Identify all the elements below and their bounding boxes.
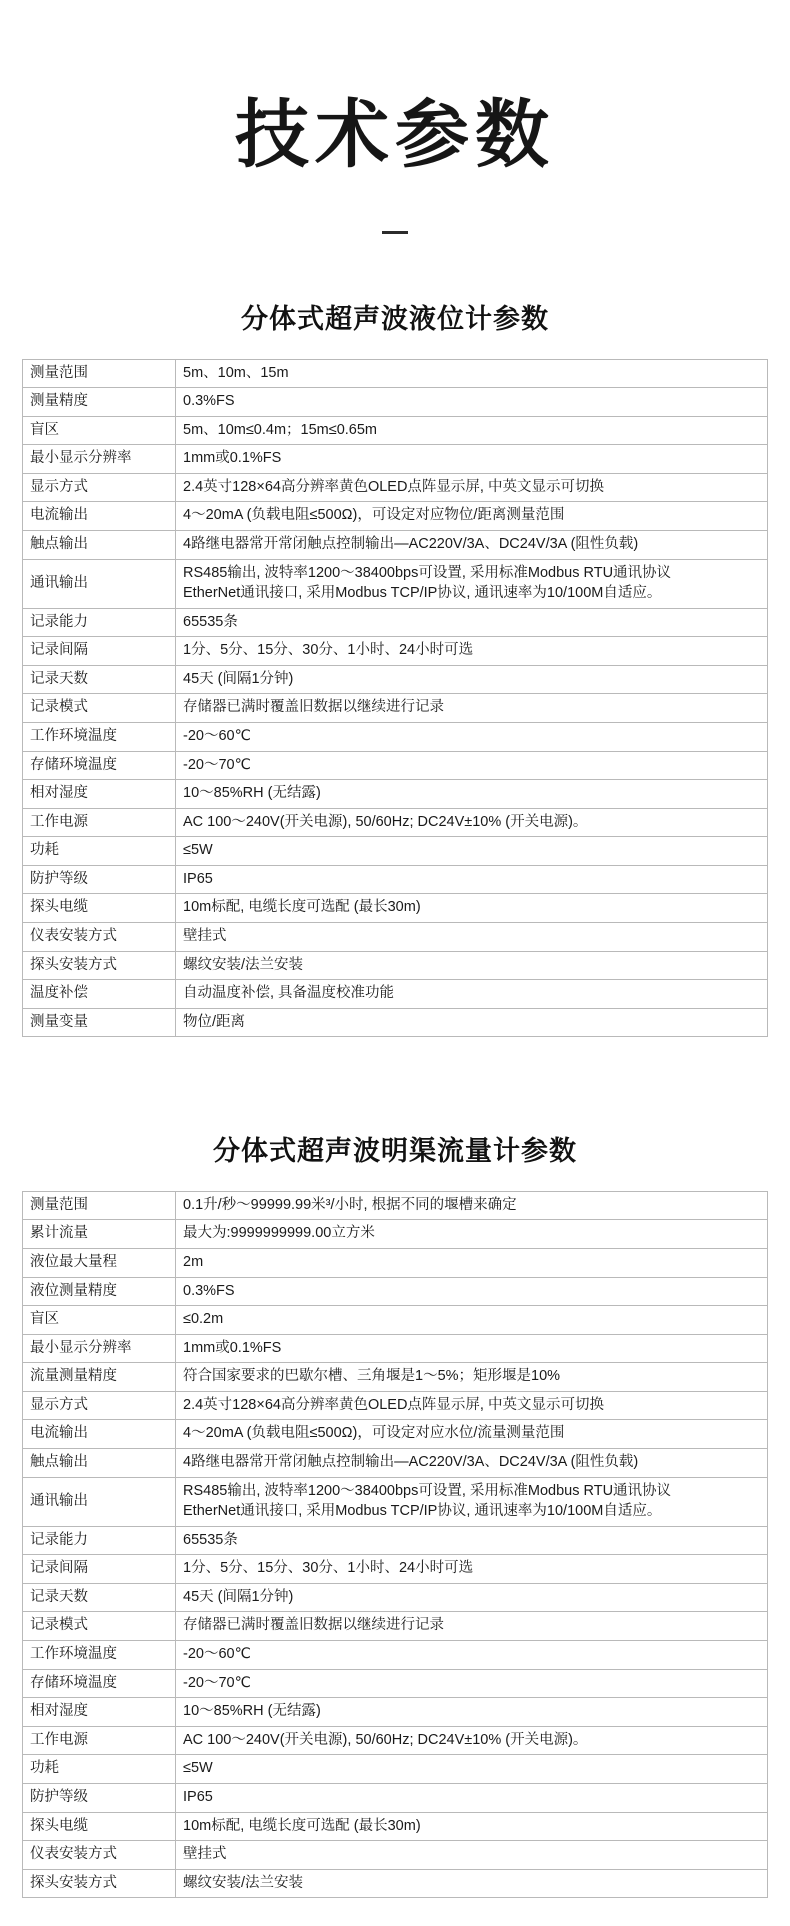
- spec-key: 盲区: [23, 1306, 176, 1335]
- table-row: [23, 894, 768, 923]
- bottom-spacer: [22, 1898, 768, 1926]
- spec-value-line: ≤5W: [183, 842, 213, 859]
- spec-key: 记录天数: [23, 1583, 176, 1612]
- spec-value: [176, 1783, 768, 1812]
- spec-value: [176, 445, 768, 474]
- spec-key: 记录模式: [23, 694, 176, 723]
- spec-value: [176, 1526, 768, 1555]
- spec-value-line: -20～70℃: [183, 756, 251, 773]
- spec-value-line: 存储器已满时覆盖旧数据以继续进行记录: [183, 699, 444, 716]
- spec-value-line: 10m标配, 电缆长度可选配 (最长30m): [183, 899, 421, 916]
- table-row: [23, 923, 768, 952]
- spec-key: 仪表安装方式: [23, 1841, 176, 1870]
- table-row: [23, 1008, 768, 1037]
- spec-value: [176, 1583, 768, 1612]
- spec-key: 探头电缆: [23, 1812, 176, 1841]
- spec-value: [176, 530, 768, 559]
- spec-key: 记录间隔: [23, 1555, 176, 1584]
- spec-value-line: 45天 (间隔1分钟): [183, 1588, 294, 1605]
- spec-value: [176, 1555, 768, 1584]
- spec-value: [176, 980, 768, 1009]
- spec-key: 探头安装方式: [23, 1869, 176, 1898]
- spec-key: 记录间隔: [23, 637, 176, 666]
- spec-value-line: 0.1升/秒～99999.99米³/小时, 根据不同的堰槽来确定: [183, 1196, 517, 1213]
- spec-key: 测量变量: [23, 1008, 176, 1037]
- spec-value-line: 2.4英寸128×64高分辨率黄色OLED点阵显示屏, 中英文显示可切换: [183, 1396, 604, 1413]
- spec-key: 触点输出: [23, 1448, 176, 1477]
- spec-value-line: 螺纹安装/法兰安装: [183, 1874, 304, 1891]
- spec-value-line: 0.3%FS: [183, 393, 235, 410]
- title-divider: [22, 221, 768, 239]
- table-row: [23, 388, 768, 417]
- spec-key: 探头安装方式: [23, 951, 176, 980]
- spec-value: [176, 416, 768, 445]
- spec-key: 记录天数: [23, 665, 176, 694]
- spec-value: [176, 559, 768, 608]
- spec-value: [176, 1669, 768, 1698]
- spec-key: 测量范围: [23, 359, 176, 388]
- table-row: [23, 1526, 768, 1555]
- spec-value: [176, 388, 768, 417]
- spec-key: 工作电源: [23, 808, 176, 837]
- table-row: [23, 723, 768, 752]
- spec-key: 记录能力: [23, 608, 176, 637]
- table-row: [23, 1277, 768, 1306]
- spec-value-line: 4～20mA (负载电阻≤500Ω)，可设定对应水位/流量测量范围: [183, 1425, 565, 1442]
- spec-value-line: 10～85%RH (无结露): [183, 1703, 321, 1720]
- section-title-level-meter: 分体式超声波液位计参数: [241, 304, 549, 335]
- table-row: [23, 1641, 768, 1670]
- spec-key: 仪表安装方式: [23, 923, 176, 952]
- spec-value: [176, 1641, 768, 1670]
- table-row: [23, 1306, 768, 1335]
- spec-value: [176, 1869, 768, 1898]
- spec-key: 相对湿度: [23, 780, 176, 809]
- table-row: [23, 1869, 768, 1898]
- spec-value: [176, 1220, 768, 1249]
- table-row: [23, 1191, 768, 1220]
- spec-key: 防护等级: [23, 865, 176, 894]
- spec-value: [176, 951, 768, 980]
- table-row: [23, 751, 768, 780]
- spec-key: 最小显示分辨率: [23, 1334, 176, 1363]
- spec-key: 防护等级: [23, 1783, 176, 1812]
- spec-value: [176, 923, 768, 952]
- spec-sheet-page: [0, 92, 790, 1926]
- spec-value: [176, 1363, 768, 1392]
- spec-value-line: 自动温度补偿, 具备温度校准功能: [183, 985, 395, 1002]
- table-row: [23, 694, 768, 723]
- spec-value-line: 10m标配, 电缆长度可选配 (最长30m): [183, 1817, 421, 1834]
- spec-value: [176, 1812, 768, 1841]
- spec-value-line: 10～85%RH (无结露): [183, 785, 321, 802]
- spec-value-line: 壁挂式: [183, 1846, 227, 1863]
- table-row: [23, 637, 768, 666]
- spec-value: [176, 1726, 768, 1755]
- spec-value-line: IP65: [183, 1788, 213, 1805]
- spec-value: [176, 1191, 768, 1220]
- spec-value-line: 2.4英寸128×64高分辨率黄色OLED点阵显示屏, 中英文显示可切换: [183, 478, 604, 495]
- spec-value: [176, 1612, 768, 1641]
- spec-value: [176, 1755, 768, 1784]
- divider-line: [382, 231, 408, 234]
- spec-value-line: ≤5W: [183, 1760, 213, 1777]
- spec-value: [176, 1420, 768, 1449]
- spec-key: 工作电源: [23, 1726, 176, 1755]
- table-row: [23, 559, 768, 608]
- table-row: [23, 1669, 768, 1698]
- spec-value-line: 物位/距离: [183, 1013, 246, 1030]
- table-row: [23, 1698, 768, 1727]
- spec-key: 存储环境温度: [23, 1669, 176, 1698]
- spec-value-line: 65535条: [183, 613, 238, 630]
- spec-value: [176, 780, 768, 809]
- table-row: [23, 1726, 768, 1755]
- spec-value-line: 5m、10m≤0.4m；15m≤0.65m: [183, 421, 378, 438]
- table-row: [23, 445, 768, 474]
- spec-value-line: 0.3%FS: [183, 1282, 235, 1299]
- spec-value-line: 45天 (间隔1分钟): [183, 670, 294, 687]
- spec-value: [176, 1306, 768, 1335]
- spec-key: 累计流量: [23, 1220, 176, 1249]
- section-title-flow-meter: 分体式超声波明渠流量计参数: [213, 1136, 577, 1167]
- spec-table-level-meter: [22, 359, 768, 1038]
- spec-key: 显示方式: [23, 1391, 176, 1420]
- spec-value-line: 最大为:9999999999.00立方米: [183, 1225, 375, 1242]
- table-row: [23, 951, 768, 980]
- spec-value-line: 1分、5分、15分、30分、1小时、24小时可选: [183, 1560, 474, 1577]
- spec-key: 相对湿度: [23, 1698, 176, 1727]
- spec-value-line: 1mm或0.1%FS: [183, 450, 282, 467]
- spec-value: [176, 608, 768, 637]
- spec-value: [176, 359, 768, 388]
- spec-key: 记录能力: [23, 1526, 176, 1555]
- table-row: [23, 1391, 768, 1420]
- table-row: [23, 1812, 768, 1841]
- spec-value-line: ≤0.2m: [183, 1311, 224, 1328]
- spec-value-line: 4～20mA (负载电阻≤500Ω)，可设定对应物位/距离测量范围: [183, 507, 565, 524]
- table-row: [23, 1334, 768, 1363]
- spec-value-line: -20～60℃: [183, 728, 251, 745]
- table-row: [23, 1583, 768, 1612]
- spec-value: [176, 1841, 768, 1870]
- spec-value: [176, 502, 768, 531]
- spec-value-line: 2m: [183, 1253, 204, 1270]
- spec-key: 电流输出: [23, 502, 176, 531]
- spec-key: 显示方式: [23, 473, 176, 502]
- table-row: [23, 416, 768, 445]
- spec-value: [176, 865, 768, 894]
- table-row: [23, 1477, 768, 1526]
- spec-value-line: EtherNet通讯接口, 采用Modbus TCP/IP协议, 通讯速率为10/100M自适应。: [183, 1503, 662, 1520]
- table-row: [23, 1755, 768, 1784]
- spec-value: [176, 637, 768, 666]
- spec-key: 通讯输出: [23, 1477, 176, 1526]
- table-row: [23, 502, 768, 531]
- spec-value: [176, 694, 768, 723]
- table-row: [23, 473, 768, 502]
- spec-value: [176, 808, 768, 837]
- table-row: [23, 1248, 768, 1277]
- page-title: 技术参数: [235, 93, 555, 176]
- spec-key: 电流输出: [23, 1420, 176, 1449]
- spec-value-line: 壁挂式: [183, 928, 227, 945]
- spec-key: 工作环境温度: [23, 723, 176, 752]
- spec-value-line: AC 100～240V(开关电源), 50/60Hz; DC24V±10% (开关电源)。: [183, 813, 588, 830]
- spec-value: [176, 894, 768, 923]
- spec-table-flow-meter: [22, 1191, 768, 1898]
- spec-value-line: EtherNet通讯接口, 采用Modbus TCP/IP协议, 通讯速率为10/100M自适应。: [183, 585, 662, 602]
- table-row: [23, 1841, 768, 1870]
- spec-value: [176, 1334, 768, 1363]
- spec-value: [176, 1448, 768, 1477]
- table-row: [23, 780, 768, 809]
- spec-key: 功耗: [23, 1755, 176, 1784]
- spec-key: 流量测量精度: [23, 1363, 176, 1392]
- spec-value: [176, 1248, 768, 1277]
- spec-value-line: -20～70℃: [183, 1674, 251, 1691]
- spec-value: [176, 723, 768, 752]
- spec-value-line: 存储器已满时覆盖旧数据以继续进行记录: [183, 1617, 444, 1634]
- spec-value: [176, 1477, 768, 1526]
- spec-value-line: 螺纹安装/法兰安装: [183, 956, 304, 973]
- spec-value-line: 4路继电器常开常闭触点控制输出—AC220V/3A、DC24V/3A (阻性负载): [183, 535, 639, 552]
- spec-key: 触点输出: [23, 530, 176, 559]
- spec-key: 工作环境温度: [23, 1641, 176, 1670]
- table-row: [23, 530, 768, 559]
- spec-value-line: 1mm或0.1%FS: [183, 1339, 282, 1356]
- spec-value-line: IP65: [183, 870, 213, 887]
- spec-key: 最小显示分辨率: [23, 445, 176, 474]
- spec-value: [176, 665, 768, 694]
- spec-value-line: RS485输出, 波特率1200～38400bps可设置, 采用标准Modbus RTU通讯协议: [183, 564, 672, 581]
- spec-key: 测量范围: [23, 1191, 176, 1220]
- spec-value: [176, 473, 768, 502]
- spec-key: 液位最大量程: [23, 1248, 176, 1277]
- table-row: [23, 665, 768, 694]
- table-row: [23, 1612, 768, 1641]
- spec-value-line: RS485输出, 波特率1200～38400bps可设置, 采用标准Modbus RTU通讯协议: [183, 1482, 672, 1499]
- spec-value: [176, 1391, 768, 1420]
- spec-value: [176, 751, 768, 780]
- spec-value-line: -20～60℃: [183, 1646, 251, 1663]
- table-row: [23, 865, 768, 894]
- table-row: [23, 1420, 768, 1449]
- spec-value-line: 5m、10m、15m: [183, 364, 289, 381]
- spec-key: 记录模式: [23, 1612, 176, 1641]
- spec-value: [176, 1277, 768, 1306]
- spec-value-line: 1分、5分、15分、30分、1小时、24小时可选: [183, 642, 474, 659]
- spec-key: 温度补偿: [23, 980, 176, 1009]
- table-row: [23, 608, 768, 637]
- spec-value: [176, 837, 768, 866]
- spec-value-line: 65535条: [183, 1531, 238, 1548]
- spec-value-line: AC 100～240V(开关电源), 50/60Hz; DC24V±10% (开关电源)。: [183, 1731, 588, 1748]
- table-row: [23, 980, 768, 1009]
- table-row: [23, 1448, 768, 1477]
- table-row: [23, 1555, 768, 1584]
- table-row: [23, 1783, 768, 1812]
- spec-key: 盲区: [23, 416, 176, 445]
- spec-key: 测量精度: [23, 388, 176, 417]
- spec-value-line: 4路继电器常开常闭触点控制输出—AC220V/3A、DC24V/3A (阻性负载): [183, 1453, 639, 1470]
- spec-key: 探头电缆: [23, 894, 176, 923]
- spec-value: [176, 1698, 768, 1727]
- spec-key: 通讯输出: [23, 559, 176, 608]
- table-row: [23, 359, 768, 388]
- spec-value: [176, 1008, 768, 1037]
- spec-key: 存储环境温度: [23, 751, 176, 780]
- spec-value-line: 符合国家要求的巴歇尔槽、三角堰是1～5%；矩形堰是10%: [183, 1368, 561, 1385]
- spec-key: 液位测量精度: [23, 1277, 176, 1306]
- table-row: [23, 1220, 768, 1249]
- table-row: [23, 1363, 768, 1392]
- table-row: [23, 808, 768, 837]
- table-row: [23, 837, 768, 866]
- spec-key: 功耗: [23, 837, 176, 866]
